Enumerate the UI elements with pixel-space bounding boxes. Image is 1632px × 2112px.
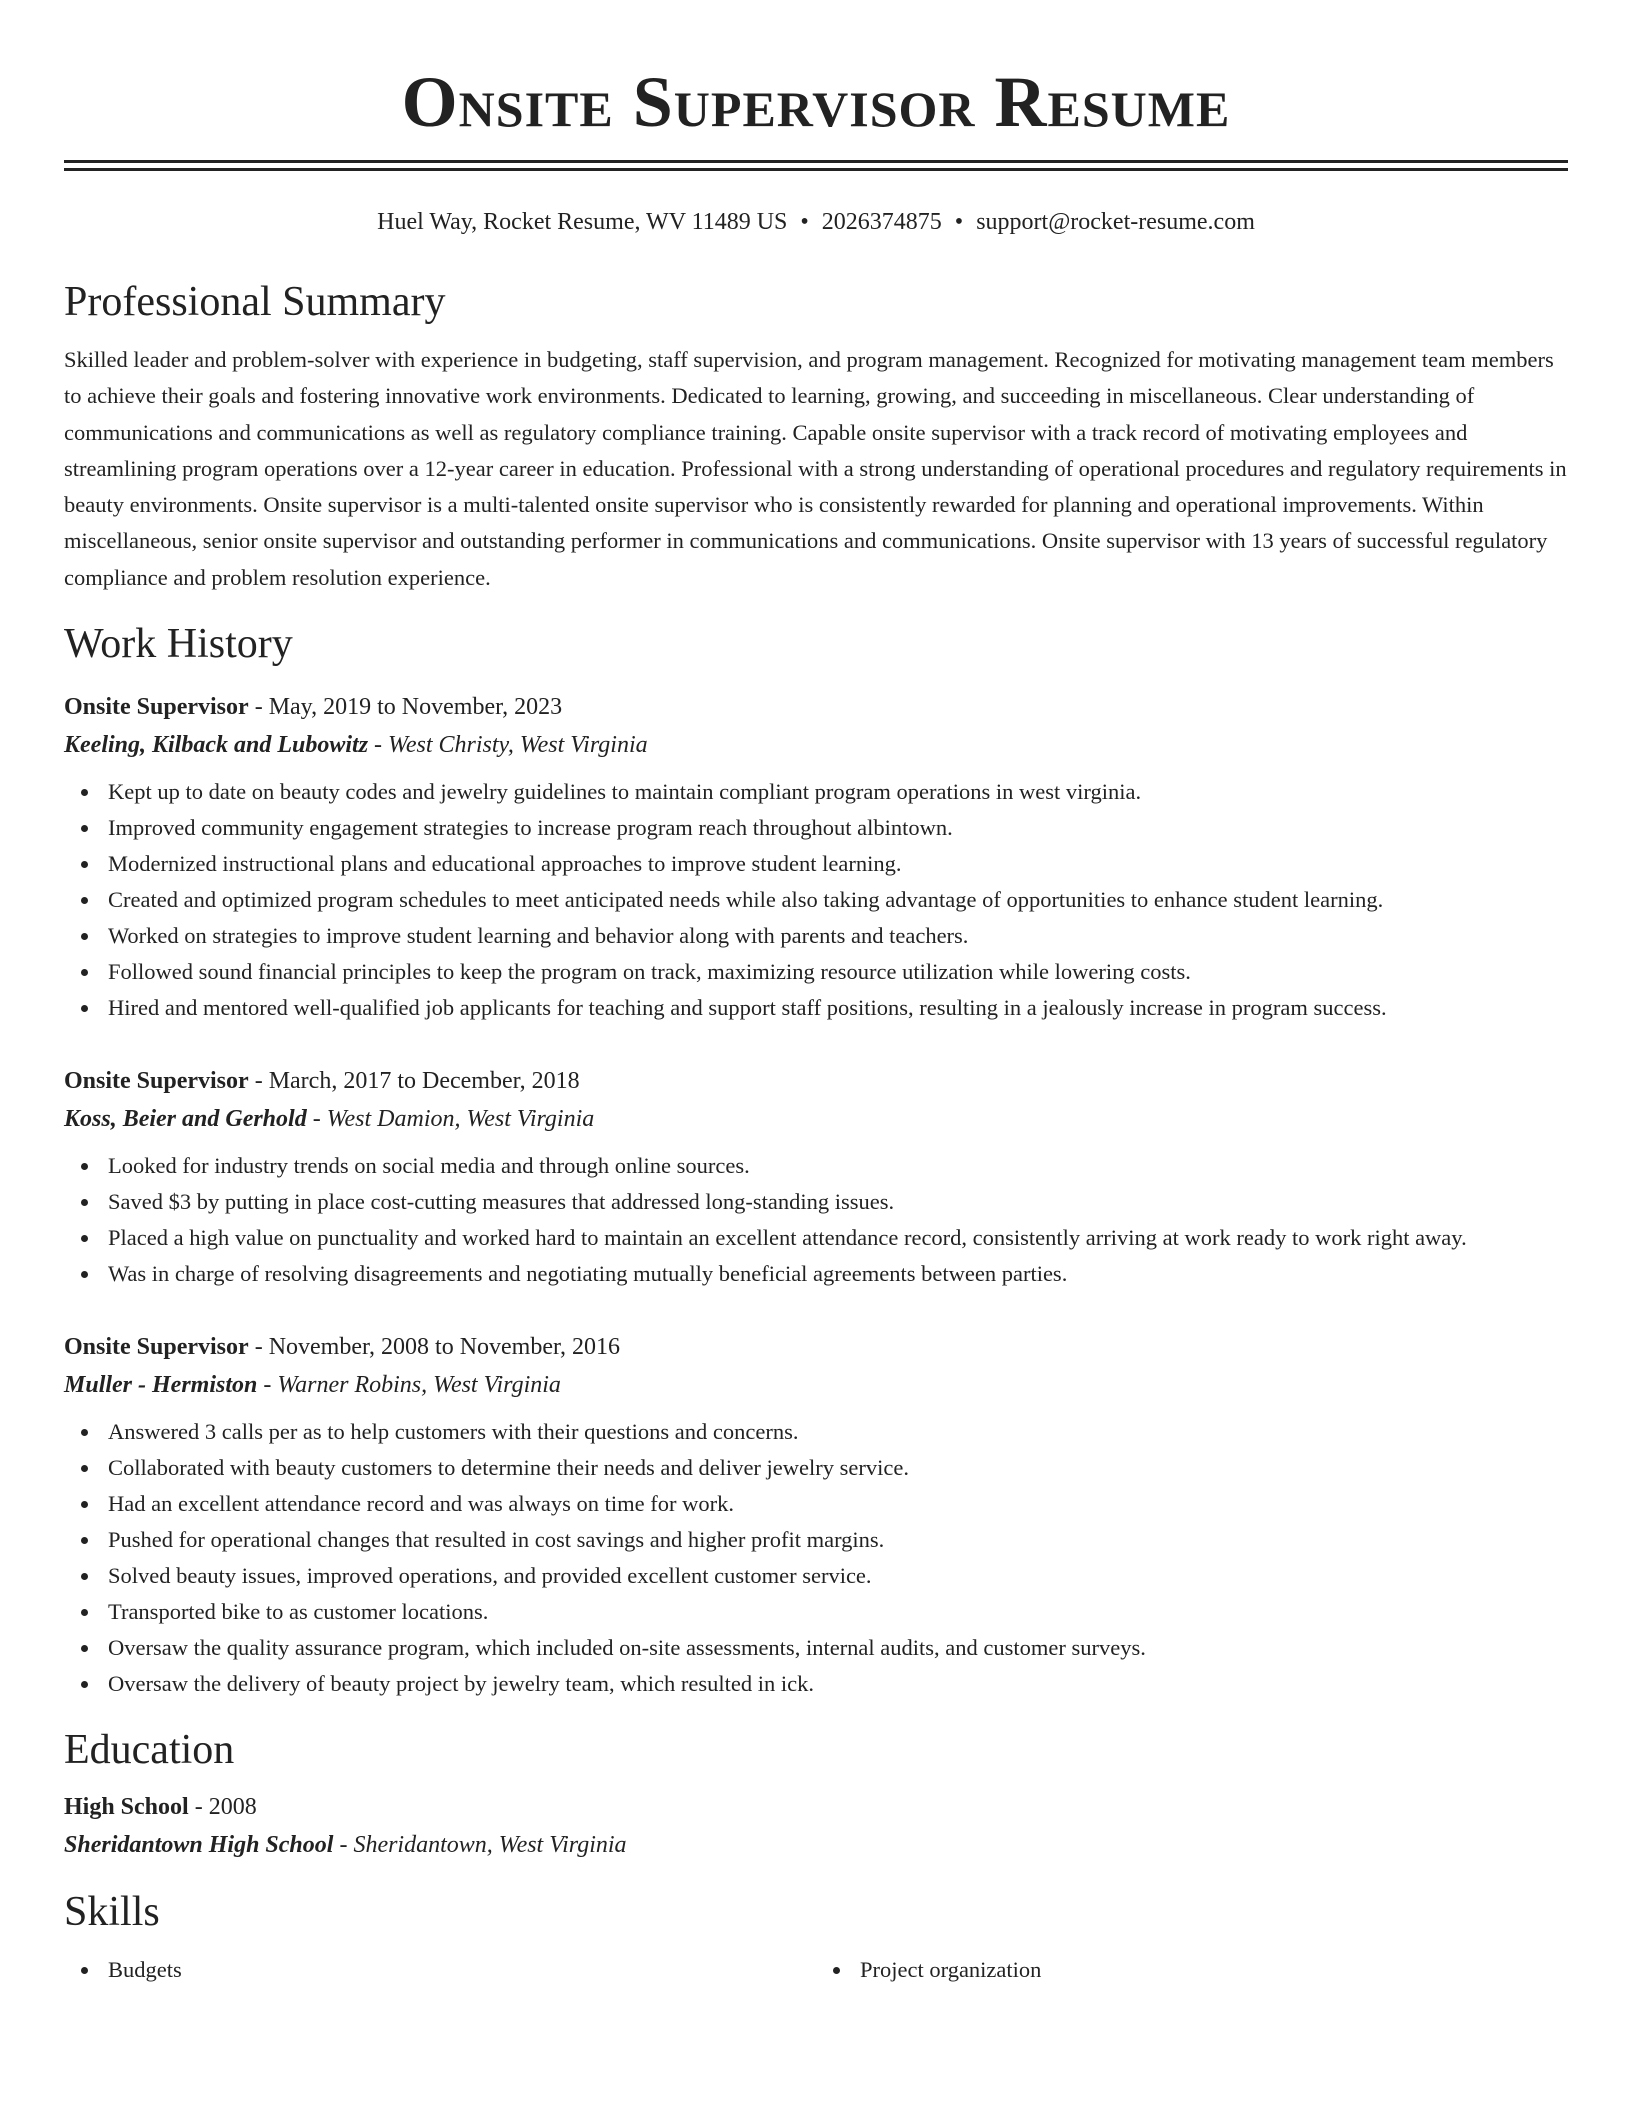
summary-heading: Professional Summary xyxy=(64,279,446,325)
job-company: Koss, Beier and Gerhold xyxy=(64,1106,307,1133)
job-dates: March, 2017 to December, 2018 xyxy=(268,1068,580,1095)
list-item: Hired and mentored well-qualified job applicants for teaching and support staff positions, resulting in a jealously increase in program success. xyxy=(64,990,1568,1026)
education-entry xyxy=(64,1788,1568,1864)
list-item: Was in charge of resolving disagreements and negotiating mutually beneficial agreements between parties. xyxy=(64,1256,1568,1292)
education-heading: Education xyxy=(64,1727,235,1774)
list-item: Had an excellent attendance record and was always on time for work. xyxy=(64,1486,1568,1522)
job-location: West Damion, West Virginia xyxy=(326,1106,595,1133)
list-item: Oversaw the delivery of beauty project by jewelry team, which resulted in ick. xyxy=(64,1666,1568,1702)
education-degree-line: High School - 2008 xyxy=(64,1794,257,1821)
resume-title: Onsite Supervisor Resume xyxy=(401,62,1231,142)
list-item: Modernized instructional plans and educational approaches to improve student learning. xyxy=(64,846,1568,882)
list-item: Looked for industry trends on social media and through online sources. xyxy=(64,1148,1568,1184)
list-item: Improved community engagement strategies to increase program reach throughout albintown. xyxy=(64,810,1568,846)
skills-column-right xyxy=(816,1952,1568,1988)
list-item: Transported bike to as customer locations. xyxy=(64,1594,1568,1630)
job-title: Onsite Supervisor xyxy=(64,1068,249,1095)
job-dates: November, 2008 to November, 2016 xyxy=(268,1334,621,1361)
list-item: Collaborated with beauty customers to determine their needs and deliver jewelry service. xyxy=(64,1450,1568,1486)
job-company-line: Koss, Beier and Gerhold - West Damion, West Virginia xyxy=(64,1106,595,1133)
job-entry xyxy=(64,688,1568,1026)
job-dates: May, 2019 to November, 2023 xyxy=(268,694,563,721)
education-degree: High School xyxy=(64,1794,189,1821)
education-location: Sheridantown, West Virginia xyxy=(353,1832,627,1859)
list-item: Followed sound financial principles to keep the program on track, maximizing resource utilization while lowering costs. xyxy=(64,954,1568,990)
contact-line xyxy=(64,206,1568,238)
summary-text: Skilled leader and problem-solver with experience in budgeting, staff supervision, and program management. Recognized for motivating management team members to achieve their goals and fostering innovative work environments. Dedicated to learning, growing, and succeeding in miscellaneous. Clear understanding of communications and communications as well as regulatory compliance training. Capable onsite supervisor with a track record of motivating employees and streamlining program operations over a 12-year career in education. Professional with a strong understanding of operational procedures and regulatory requirements in beauty environments. Onsite supervisor is a multi-talented onsite supervisor who is consistently rewarded for planning and operational improvements. Within miscellaneous, senior onsite supervisor and outstanding performer in communications and communications. Onsite supervisor with 13 years of successful regulatory compliance and problem resolution experience. xyxy=(64,347,1567,590)
job-bullets xyxy=(64,1148,1568,1292)
contact-separator: • xyxy=(800,209,809,235)
education-school: Sheridantown High School xyxy=(64,1832,334,1859)
job-title: Onsite Supervisor xyxy=(64,1334,249,1361)
education-school-line: Sheridantown High School - Sheridantown, West Virginia xyxy=(64,1832,627,1859)
job-entry xyxy=(64,1328,1568,1702)
job-title-line: Onsite Supervisor - May, 2019 to November, 2023 xyxy=(64,694,563,721)
job-location: Warner Robins, West Virginia xyxy=(277,1372,561,1399)
job-bullets xyxy=(64,1414,1568,1702)
job-company: Muller - Hermiston xyxy=(64,1372,258,1399)
list-item: Worked on strategies to improve student learning and behavior along with parents and teachers. xyxy=(64,918,1568,954)
list-item: Answered 3 calls per as to help customers with their questions and concerns. xyxy=(64,1414,1568,1450)
list-item: Oversaw the quality assurance program, which included on-site assessments, internal audits, and customer surveys. xyxy=(64,1630,1568,1666)
list-item: Kept up to date on beauty codes and jewelry guidelines to maintain compliant program operations in west virginia. xyxy=(64,774,1568,810)
contact-address: Huel Way, Rocket Resume, WV 11489 US xyxy=(377,209,788,235)
title-divider xyxy=(64,160,1568,171)
contact-phone: 2026374875 xyxy=(821,209,942,235)
job-company-line: Keeling, Kilback and Lubowitz - West Christy, West Virginia xyxy=(64,732,648,759)
list-item: Solved beauty issues, improved operations, and provided excellent customer service. xyxy=(64,1558,1568,1594)
work-history-heading: Work History xyxy=(64,621,293,668)
job-title-line: Onsite Supervisor - March, 2017 to December, 2018 xyxy=(64,1068,580,1095)
job-location: West Christy, West Virginia xyxy=(388,732,648,759)
contact-email: support@rocket-resume.com xyxy=(976,209,1255,235)
skills-list xyxy=(64,1952,1568,1988)
contact-separator: • xyxy=(954,209,964,235)
skills-column-left xyxy=(64,1952,816,1988)
job-bullets xyxy=(64,774,1568,1026)
list-item: Pushed for operational changes that resulted in cost savings and higher profit margins. xyxy=(64,1522,1568,1558)
job-company-line: Muller - Hermiston - Warner Robins, West Virginia xyxy=(64,1372,561,1399)
list-item: Saved $3 by putting in place cost-cutting measures that addressed long-standing issues. xyxy=(64,1184,1568,1220)
skills-heading: Skills xyxy=(64,1889,160,1936)
education-year: 2008 xyxy=(208,1794,257,1821)
job-title-line: Onsite Supervisor - November, 2008 to November, 2016 xyxy=(64,1334,621,1361)
skill-item: Project organization xyxy=(816,1952,1568,1988)
job-entry xyxy=(64,1062,1568,1292)
skill-item: Budgets xyxy=(64,1952,816,1988)
job-title: Onsite Supervisor xyxy=(64,694,249,721)
list-item: Placed a high value on punctuality and worked hard to maintain an excellent attendance record, consistently arriving at work ready to work right away. xyxy=(64,1220,1568,1256)
list-item: Created and optimized program schedules to meet anticipated needs while also taking advantage of opportunities to enhance student learning. xyxy=(64,882,1568,918)
job-company: Keeling, Kilback and Lubowitz xyxy=(64,732,369,759)
